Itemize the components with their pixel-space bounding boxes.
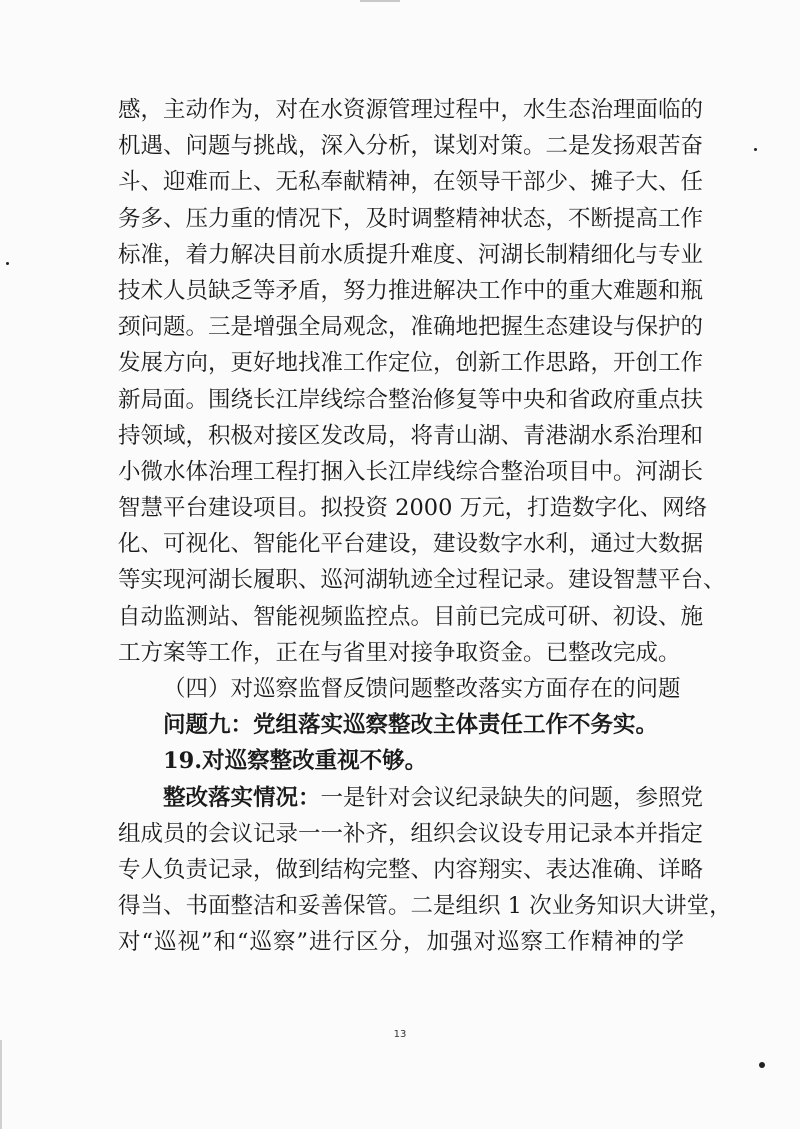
scan-speck [6,262,9,265]
body-line: 发展方向，更好地找准工作定位，创新工作思路，开创工作 [118,350,704,377]
rectification-first-line [118,780,704,816]
section-heading: （四）对巡察监督反馈问题整改落实方面存在的问题 [163,676,681,702]
body-line: 组成员的会议记录一一补齐，组织会议设专用记录本并指定 [118,820,704,847]
item-heading: 19.对巡察整改重视不够。 [163,748,428,775]
body-line: 工方案等工作，正在与省里对接争取资金。已整改完成。 [118,639,681,666]
scan-speck [754,148,757,151]
body-line: 小微水体治理工程打捆入长江岸线综合整治项目中。河湖长 [118,458,704,485]
body-line: 标准，着力解决目前水质提升难度、河湖长制精细化与专业 [118,241,704,268]
body-line: 得当、书面整洁和妥善保管。二是组织 1 次业务知识大讲堂， [118,893,732,920]
body-line: 对“巡视”和“巡察”进行区分，加强对巡察工作精神的学 [118,929,684,956]
body-line: 化、可视化、智能化平台建设，建设数字水利，通过大数据 [118,531,704,558]
body-line: 技术人员缺乏等矛盾，努力推进解决工作中的重大难题和瓶 [118,277,704,304]
body-line: 等实现河湖长履职、巡河湖轨迹全过程记录。建设智慧平台、 [118,567,726,594]
body-line: 务多、压力重的情况下，及时调整精神状态，不断提高工作 [118,205,704,232]
body-line: 颈问题。三是增强全局观念，准确地把握生态建设与保护的 [118,314,704,341]
body-line: 斗、迎难而上、无私奉献精神，在领导干部少、摊子大、任 [118,169,704,196]
problem-heading: 问题九：党组落实巡察整改主体责任工作不务实。 [163,712,659,739]
body-line: 机遇、问题与挑战，深入分析，谋划对策。二是发扬艰苦奋 [118,133,704,160]
body-line: 感，主动作为，对在水资源管理过程中，水生态治理面临的 [118,97,704,123]
body-line: 持领域，积极对接区发改局，将青山湖、青港湖水系治理和 [118,422,704,449]
rectification-first-line-text: 一是针对会议纪录缺失的问题，参照党 [320,784,704,811]
body-line: 智慧平台建设项目。拟投资 2000 万元，打造数字化、网络 [118,495,708,522]
scan-speck [759,1062,765,1068]
body-text [118,92,732,961]
page-number: 13 [393,1029,407,1040]
body-line: 新局面。围绕长江岸线综合整治修复等中央和省政府重点扶 [118,386,704,413]
scan-edge [0,1040,2,1129]
rectification-label: 整改落实情况： [163,784,321,811]
body-line: 自动监测站、智能视频监控点。目前已完成可研、初设、施 [118,603,704,630]
body-line: 专人负责记录，做到结构完整、内容翔实、表达准确、详略 [118,856,704,883]
scan-mark-top [360,0,400,2]
